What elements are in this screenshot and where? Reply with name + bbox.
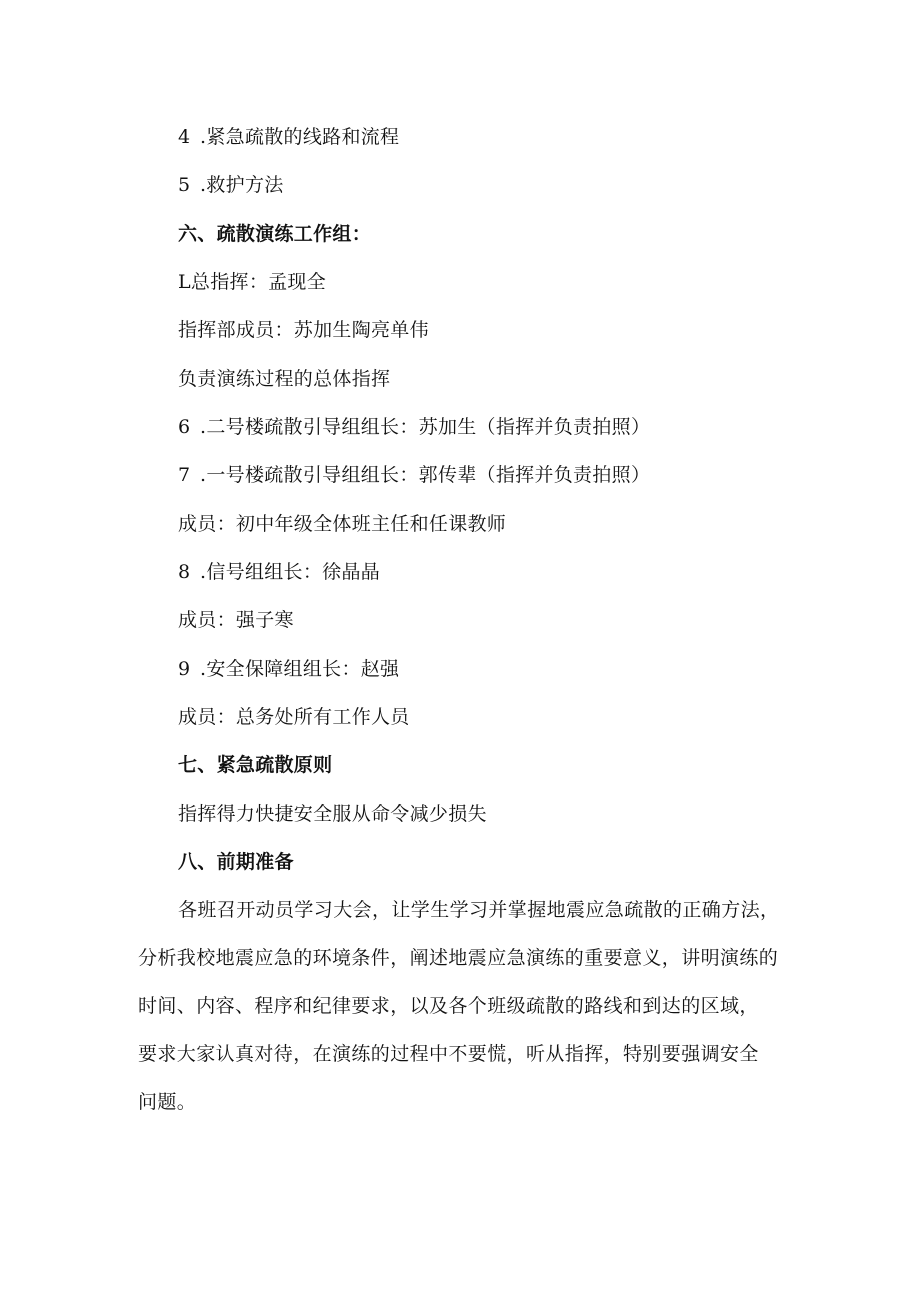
- item-number: 4: [178, 126, 191, 148]
- item-number: 7: [178, 464, 191, 486]
- item-4: [178, 125, 399, 149]
- item-number: 6: [178, 416, 191, 438]
- item-text: .一号楼疏散引导组组长：郭传辈（指挥并负责拍照）: [200, 464, 651, 486]
- item-number: 9: [178, 658, 191, 680]
- command-members-line: 指挥部成员：苏加生陶亮单伟: [178, 319, 429, 341]
- item-text: .救护方法: [200, 174, 284, 196]
- group-8-line: [178, 560, 380, 584]
- item-text: .二号楼疏散引导组组长：苏加生（指挥并负责拍照）: [200, 416, 651, 438]
- paragraph-line: 要求大家认真对待，在演练的过程中不要慌，听从指挥，特别要强调安全: [138, 1043, 759, 1065]
- group-9-line: [178, 657, 399, 681]
- paragraph-line: 各班召开动员学习大会，让学生学习并掌握地震应急疏散的正确方法，: [178, 899, 780, 921]
- group-8-members-line: 成员：强子寒: [178, 609, 294, 631]
- item-number: 5: [178, 174, 191, 196]
- section-7-text: 指挥得力快捷安全服从命令减少损失: [178, 803, 487, 825]
- section-8-heading: 八、前期准备: [178, 851, 294, 873]
- section-8-paragraph: [138, 886, 788, 1126]
- item-5: [178, 173, 284, 197]
- command-duty-line: 负责演练过程的总体指挥: [178, 368, 391, 390]
- item-text: .紧急疏散的线路和流程: [200, 126, 400, 148]
- paragraph-line: 分析我校地震应急的环境条件，阐述地震应急演练的重要意义，讲明演练的: [138, 947, 779, 969]
- commander-line: L总指挥：孟现全: [178, 271, 327, 293]
- group-9-members-line: 成员：总务处所有工作人员: [178, 706, 410, 728]
- section-6-heading: 六、疏散演练工作组：: [178, 223, 372, 245]
- group-7-line: [178, 463, 650, 487]
- item-text: .安全保障组组长：赵强: [200, 658, 400, 680]
- group-7-members-line: 成员：初中年级全体班主任和任课教师: [178, 513, 507, 535]
- item-number: 8: [178, 561, 191, 583]
- item-text: .信号组组长：徐晶晶: [200, 561, 381, 583]
- section-7-heading: 七、紧急疏散原则: [178, 754, 333, 776]
- paragraph-line: 问题。: [138, 1091, 197, 1113]
- paragraph-line: 时间、内容、程序和纪律要求，以及各个班级疏散的路线和到达的区域，: [138, 995, 759, 1017]
- group-6-line: [178, 415, 650, 439]
